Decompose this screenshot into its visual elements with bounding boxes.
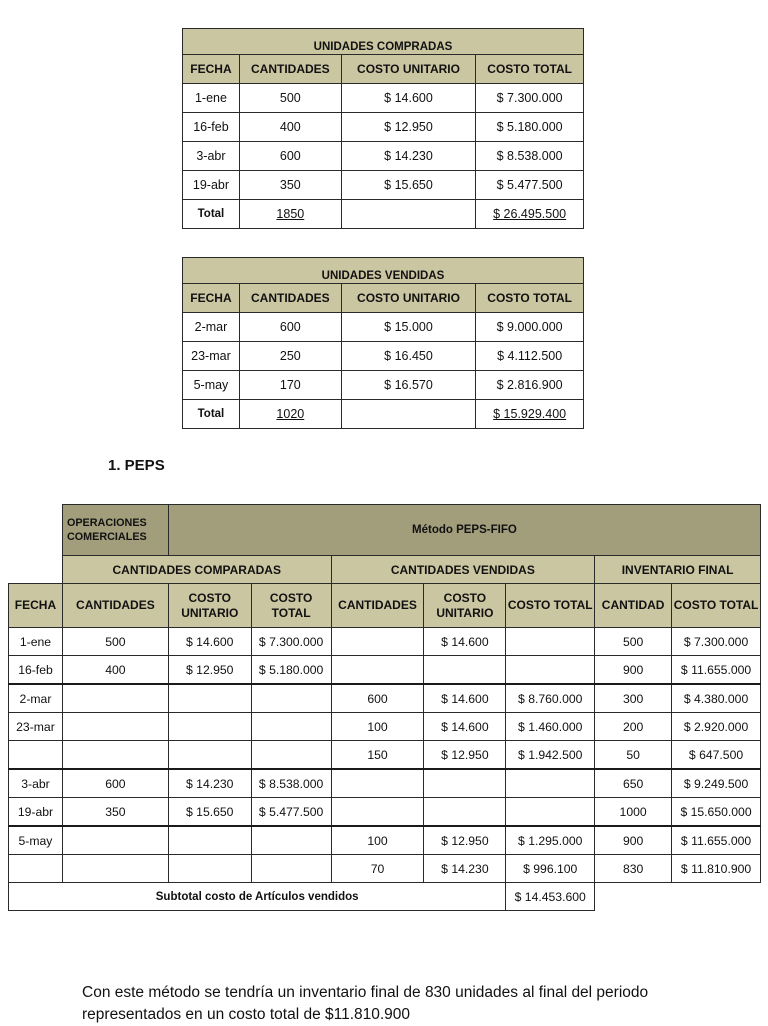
table-cell xyxy=(251,826,331,855)
table-cell: $ 12.950 xyxy=(424,741,506,770)
total-quantity: 1020 xyxy=(239,400,341,429)
table-cell xyxy=(331,798,424,827)
table-cell xyxy=(424,769,506,798)
table-cell: $ 12.950 xyxy=(341,113,476,142)
table-cell: $ 14.600 xyxy=(341,84,476,113)
table-cell: $ 14.600 xyxy=(424,713,506,741)
table-cell xyxy=(62,741,168,770)
subtotal-value: $ 14.453.600 xyxy=(506,883,595,911)
table-cell: 23-mar xyxy=(183,342,240,371)
table-cell: $ 5.477.500 xyxy=(476,171,584,200)
total-label: Total xyxy=(183,400,240,429)
table-cell: $ 14.230 xyxy=(341,142,476,171)
subtotal-label: Subtotal costo de Artículos vendidos xyxy=(9,883,506,911)
table-cell xyxy=(168,855,251,883)
table-cell: $ 12.950 xyxy=(424,826,506,855)
table-cell: $ 1.295.000 xyxy=(506,826,595,855)
table-cell: 600 xyxy=(331,684,424,713)
table-cell xyxy=(506,628,595,656)
empty-cell xyxy=(341,200,476,229)
table-cell: $ 15.650 xyxy=(341,171,476,200)
column-header: COSTO UNITARIO xyxy=(424,584,506,628)
table-cell: 1-ene xyxy=(183,84,240,113)
table-cell: $ 7.300.000 xyxy=(672,628,761,656)
table-cell: $ 15.650.000 xyxy=(672,798,761,827)
section-heading: 1. PEPS xyxy=(108,457,165,474)
table-row xyxy=(183,113,584,142)
table-cell xyxy=(506,769,595,798)
column-header: CANTIDAD xyxy=(595,584,672,628)
table-cell: $ 15.650 xyxy=(168,798,251,827)
table-row xyxy=(183,171,584,200)
table-cell: $ 7.300.000 xyxy=(251,628,331,656)
table-title: UNIDADES VENDIDAS xyxy=(183,258,584,284)
table-cell: 100 xyxy=(331,826,424,855)
empty-cell xyxy=(672,883,761,911)
table-cell: 16-feb xyxy=(183,113,240,142)
table-cell xyxy=(9,741,63,770)
table-cell: 350 xyxy=(62,798,168,827)
table-row xyxy=(9,684,761,713)
total-cost: $ 15.929.400 xyxy=(476,400,584,429)
table-cell: 100 xyxy=(331,713,424,741)
table-cell: 600 xyxy=(239,313,341,342)
table-cell xyxy=(168,741,251,770)
table-cell xyxy=(331,769,424,798)
empty-corner xyxy=(9,556,63,584)
table-cell xyxy=(331,656,424,685)
table-row xyxy=(9,713,761,741)
table-cell: 200 xyxy=(595,713,672,741)
table-cell: $ 14.600 xyxy=(168,628,251,656)
table-cell: 1-ene xyxy=(9,628,63,656)
empty-corner xyxy=(9,505,63,556)
table-cell: 600 xyxy=(62,769,168,798)
table-row xyxy=(9,826,761,855)
group-header: CANTIDADES COMPARADAS xyxy=(62,556,331,584)
table-title: UNIDADES COMPRADAS xyxy=(183,29,584,55)
table-cell: $ 14.600 xyxy=(424,628,506,656)
table-cell: 500 xyxy=(239,84,341,113)
table-cell: 2-mar xyxy=(9,684,63,713)
table-cell: $ 14.230 xyxy=(424,855,506,883)
table-cell: $ 4.112.500 xyxy=(476,342,584,371)
table-cell xyxy=(424,656,506,685)
table-cell: 70 xyxy=(331,855,424,883)
table-cell: $ 11.655.000 xyxy=(672,826,761,855)
table-cell: 250 xyxy=(239,342,341,371)
table-cell: 300 xyxy=(595,684,672,713)
column-header: FECHA xyxy=(9,584,63,628)
table-cell: 900 xyxy=(595,826,672,855)
table-cell: 23-mar xyxy=(9,713,63,741)
column-header: CANTIDADES xyxy=(239,284,341,313)
table-cell: $ 11.655.000 xyxy=(672,656,761,685)
total-label: Total xyxy=(183,200,240,229)
table-cell: $ 16.570 xyxy=(341,371,476,400)
table-cell: 150 xyxy=(331,741,424,770)
table-cell: 500 xyxy=(62,628,168,656)
column-header: COSTO TOTAL xyxy=(251,584,331,628)
column-header: COSTO UNITARIO xyxy=(168,584,251,628)
table-cell: $ 8.538.000 xyxy=(476,142,584,171)
table-row xyxy=(183,313,584,342)
empty-cell xyxy=(341,400,476,429)
column-header: FECHA xyxy=(183,284,240,313)
table-cell: 500 xyxy=(595,628,672,656)
table-row xyxy=(9,855,761,883)
table-cell: $ 14.230 xyxy=(168,769,251,798)
table-row xyxy=(9,628,761,656)
table-cell: 19-abr xyxy=(9,798,63,827)
table-cell: 19-abr xyxy=(183,171,240,200)
table-cell xyxy=(168,713,251,741)
table-cell: 350 xyxy=(239,171,341,200)
total-quantity: 1850 xyxy=(239,200,341,229)
table-cell: $ 4.380.000 xyxy=(672,684,761,713)
table-cell xyxy=(251,684,331,713)
peps-table xyxy=(8,504,761,911)
table-cell: $ 8.760.000 xyxy=(506,684,595,713)
table-row xyxy=(9,656,761,685)
table-cell: $ 5.477.500 xyxy=(251,798,331,827)
conclusion-text: Con este método se tendría un inventario final de 830 unidades al final del periodo representados en un costo total de $11.810.900 xyxy=(82,983,649,1023)
table-cell: 16-feb xyxy=(9,656,63,685)
column-header: CANTIDADES xyxy=(331,584,424,628)
column-header: COSTO TOTAL xyxy=(672,584,761,628)
group-header: CANTIDADES VENDIDAS xyxy=(331,556,595,584)
table-row xyxy=(183,342,584,371)
table-row xyxy=(183,142,584,171)
table-row xyxy=(183,371,584,400)
unidades-compradas-table xyxy=(182,28,584,229)
table-cell: 900 xyxy=(595,656,672,685)
table-cell: $ 5.180.000 xyxy=(251,656,331,685)
table-cell: $ 1.942.500 xyxy=(506,741,595,770)
column-header: COSTO TOTAL xyxy=(506,584,595,628)
operaciones-label: OPERACIONES COMERCIALES xyxy=(62,505,168,556)
vendidas-rows xyxy=(183,313,584,400)
table-cell xyxy=(506,656,595,685)
table-row xyxy=(9,769,761,798)
table-cell: $ 5.180.000 xyxy=(476,113,584,142)
table-cell: 170 xyxy=(239,371,341,400)
method-title: Método PEPS-FIFO xyxy=(168,505,760,556)
table-row xyxy=(9,798,761,827)
table-cell xyxy=(251,855,331,883)
table-cell: $ 16.450 xyxy=(341,342,476,371)
table-cell: $ 7.300.000 xyxy=(476,84,584,113)
table-cell: $ 12.950 xyxy=(168,656,251,685)
table-cell: $ 11.810.900 xyxy=(672,855,761,883)
table-cell: $ 2.816.900 xyxy=(476,371,584,400)
total-cost: $ 26.495.500 xyxy=(476,200,584,229)
unidades-vendidas-table xyxy=(182,257,584,429)
table-cell: $ 1.460.000 xyxy=(506,713,595,741)
table-cell: 5-may xyxy=(183,371,240,400)
column-header: COSTO UNITARIO xyxy=(341,55,476,84)
column-header: COSTO UNITARIO xyxy=(341,284,476,313)
table-cell xyxy=(168,684,251,713)
table-cell xyxy=(62,684,168,713)
table-cell: 3-abr xyxy=(183,142,240,171)
table-cell: $ 996.100 xyxy=(506,855,595,883)
table-row xyxy=(9,741,761,770)
table-cell xyxy=(506,798,595,827)
table-cell xyxy=(62,826,168,855)
column-header: COSTO TOTAL xyxy=(476,284,584,313)
table-row xyxy=(183,84,584,113)
table-cell: $ 647.500 xyxy=(672,741,761,770)
table-cell: $ 8.538.000 xyxy=(251,769,331,798)
table-cell: $ 9.249.500 xyxy=(672,769,761,798)
table-cell xyxy=(251,741,331,770)
table-cell: 50 xyxy=(595,741,672,770)
table-cell: 600 xyxy=(239,142,341,171)
table-cell xyxy=(331,628,424,656)
table-cell: 650 xyxy=(595,769,672,798)
peps-rows xyxy=(9,628,761,883)
table-cell xyxy=(168,826,251,855)
table-cell: 400 xyxy=(62,656,168,685)
table-cell: $ 14.600 xyxy=(424,684,506,713)
compradas-rows xyxy=(183,84,584,200)
table-cell xyxy=(424,798,506,827)
column-header: CANTIDADES xyxy=(239,55,341,84)
table-cell xyxy=(251,713,331,741)
column-header: COSTO TOTAL xyxy=(476,55,584,84)
column-header: CANTIDADES xyxy=(62,584,168,628)
table-cell: 830 xyxy=(595,855,672,883)
empty-cell xyxy=(595,883,672,911)
column-header: FECHA xyxy=(183,55,240,84)
table-cell: 3-abr xyxy=(9,769,63,798)
table-cell: 1000 xyxy=(595,798,672,827)
table-cell: 5-may xyxy=(9,826,63,855)
table-cell: $ 2.920.000 xyxy=(672,713,761,741)
table-cell xyxy=(9,855,63,883)
table-cell xyxy=(62,855,168,883)
table-cell: 400 xyxy=(239,113,341,142)
table-cell: $ 9.000.000 xyxy=(476,313,584,342)
table-cell: $ 15.000 xyxy=(341,313,476,342)
group-header: INVENTARIO FINAL xyxy=(595,556,761,584)
table-cell: 2-mar xyxy=(183,313,240,342)
table-cell xyxy=(62,713,168,741)
